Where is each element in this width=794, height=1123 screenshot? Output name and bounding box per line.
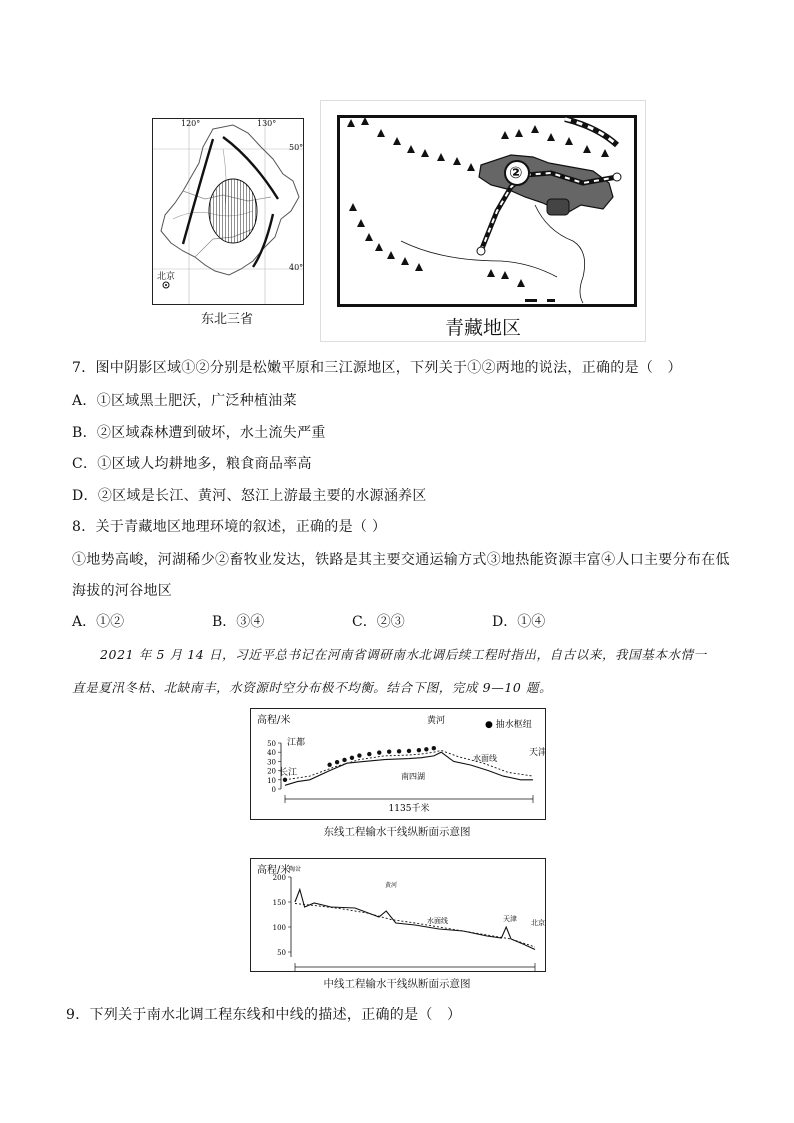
east-route-chart-svg (251, 709, 545, 819)
q8-option-d: D．①④ (492, 614, 546, 630)
y-tick-label: 150 (272, 899, 286, 907)
y-tick-label: 10 (267, 776, 276, 785)
start-top-label: 江都 (287, 738, 306, 748)
beijing-label: 北京 (157, 272, 176, 282)
lon-label-130: 130° (257, 119, 277, 128)
lat-label-50: 50° (289, 143, 304, 152)
y-tick-label: 50 (277, 949, 286, 957)
q7-option-a: A．①区域黑土肥沃，广泛种植油菜 (72, 393, 297, 409)
q7-option-d: D．②区域是长江、黄河、怒江上游最主要的水源涵养区 (72, 488, 427, 504)
length-label: 1135千米 (388, 804, 430, 814)
lat-label-40: 40° (289, 263, 304, 272)
q7-option-c: C．①区域人均耕地多，粮食商品率高 (72, 456, 312, 472)
q8-option-b: B．③④ (212, 614, 265, 630)
pump-station-dot (432, 746, 436, 750)
pump-station-dot (407, 749, 411, 753)
river-label: 黄河 (427, 716, 446, 726)
pump-station-dot (367, 752, 371, 756)
ne-map (153, 119, 303, 304)
y-tick-label: 40 (267, 749, 276, 758)
q9-stem: 9．下列关于南水北调工程东线和中线的描述，正确的是（ ） (66, 1007, 462, 1023)
pump-station-dot (357, 753, 361, 757)
intro-line1: 2021 年 5 月 14 日，习近平总书记在河南省调研南水北调后续工程时指出，自古以来，我国基本水情一 (100, 647, 707, 662)
y-tick-label: 0 (271, 786, 276, 794)
region-2-marker: ② (509, 163, 523, 182)
legend-label: ● 抽水枢纽 (485, 720, 532, 730)
start-bottom-label: 长江 (279, 768, 298, 778)
water-surface-label: 水面线 (427, 917, 448, 925)
y-tick-label: 30 (267, 758, 276, 767)
pump-station-dot (397, 749, 401, 753)
pump-station-dot (327, 763, 331, 767)
middle-route-chart (250, 858, 546, 972)
city1-label: 天津 (503, 915, 517, 923)
q7-option-b: B．②区域森林遭到破坏，水土流失严重 (72, 425, 326, 441)
river-label: 黄河 (385, 882, 398, 889)
pump-station-dot (387, 749, 391, 753)
y-tick-label: 100 (272, 924, 286, 932)
q8-option-c: C．②③ (352, 614, 405, 630)
ground-profile-line (295, 890, 535, 950)
middle-route-chart-svg (251, 859, 545, 971)
qz-map (321, 101, 645, 341)
length-label (395, 970, 436, 971)
pump-station-dot (350, 756, 354, 760)
intro-line2: 直是夏汛冬枯、北缺南丰，水资源时空分布极不均衡。结合下图，完成 9—10 题。 (72, 680, 553, 695)
y-tick-label: 200 (272, 874, 286, 882)
ne-map-caption: 东北三省 (200, 312, 253, 327)
east-route-chart (250, 708, 546, 820)
q8-statements-line1: ①地势高峻，河湖稀少②畜牧业发达，铁路是其主要交通运输方式③地热能资源丰富④人口主要分布在低 (72, 552, 730, 568)
start-label: 陶岔 (289, 866, 302, 873)
y-axis-label: 高程/米 (257, 715, 291, 726)
y-tick-label: 50 (267, 740, 276, 748)
pump-station-dot (424, 747, 428, 751)
city2-label: 北京 (531, 919, 545, 927)
q8-statements-line2: 海拔的河谷地区 (72, 583, 173, 599)
qz-map-figure (320, 100, 646, 342)
lake-label: 南四湖 (401, 772, 425, 781)
pump-station-dot (342, 758, 346, 762)
lon-label-120: 120° (181, 119, 201, 128)
pump-station-dot (283, 778, 287, 782)
pump-station-dot (417, 748, 421, 752)
ne-map-figure (152, 118, 304, 305)
pump-station-dot (335, 760, 339, 764)
q8-option-a: A．①② (72, 614, 125, 630)
q7-stem: 7．图中阴影区域①②分别是松嫩平原和三江源地区，下列关于①②两地的说法，正确的是（ ） (72, 360, 682, 376)
end-label: 天津 (529, 748, 545, 758)
y-tick-label: 20 (267, 767, 276, 776)
y-axis-label: 高程/米 (257, 865, 291, 876)
qz-map-caption: 青藏地区 (444, 317, 521, 339)
pump-station-dot (377, 750, 381, 754)
middle-route-caption: 中线工程输水干线纵断面示意图 (323, 978, 471, 990)
water-surface-label: 水面线 (473, 754, 497, 763)
east-route-caption: 东线工程输水干线纵断面示意图 (323, 826, 471, 838)
q8-stem: 8．关于青藏地区地理环境的叙述，正确的是（ ） (72, 519, 387, 535)
q8-options (72, 611, 672, 631)
